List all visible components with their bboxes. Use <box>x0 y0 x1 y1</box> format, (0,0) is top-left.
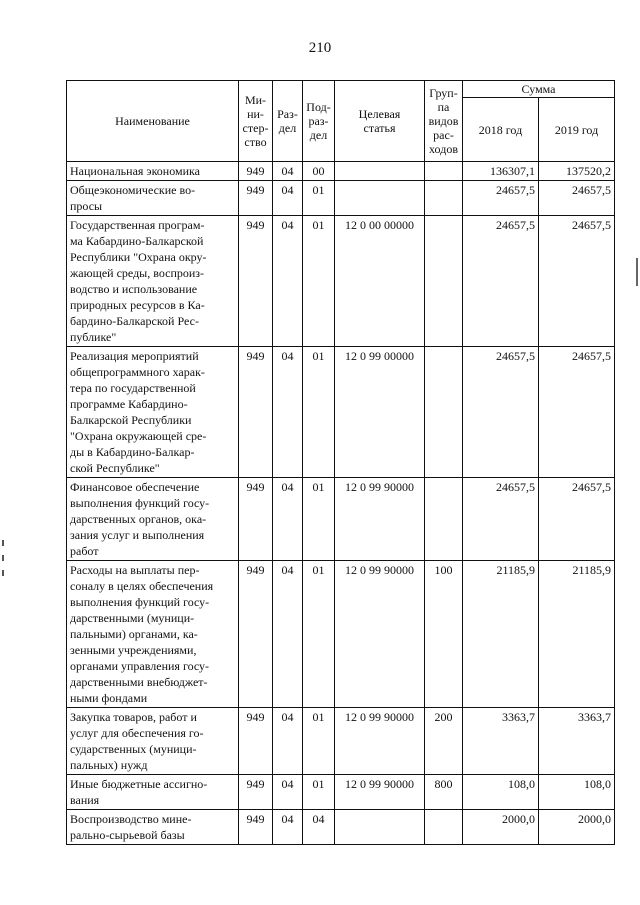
row-name: Государственная програм- ма Кабардино-Балкарской Республики "Охрана окру- жающей среды, воспроиз- водство и использование природных ресурсов в Ка- бардино-Балкарской Рес- публике" <box>67 216 239 347</box>
row-name: Воспроизводство мине- рально-сырьевой базы <box>67 810 239 845</box>
row-sum-2018: 2000,0 <box>463 810 539 845</box>
row-ministry: 949 <box>239 810 273 845</box>
header-year-2019: 2019 год <box>539 98 615 162</box>
row-name: Реализация мероприятий общепрограммного харак- тера по государственной программе Кабардино- Балкарской Республики "Охрана окружающей сре- ды в Кабардино-Балкар- ской Республике" <box>67 347 239 478</box>
table-row <box>67 181 615 216</box>
header-ministry: Ми- ни- стер- ство <box>239 81 273 162</box>
row-expense-group <box>425 810 463 845</box>
margin-mark-right <box>636 258 638 286</box>
row-sum-2018: 24657,5 <box>463 478 539 561</box>
row-section: 04 <box>273 216 303 347</box>
row-sum-2019: 24657,5 <box>539 478 615 561</box>
table-row <box>67 708 615 775</box>
row-name: Общеэкономические во- просы <box>67 181 239 216</box>
row-ministry: 949 <box>239 561 273 708</box>
row-target-article <box>335 162 425 181</box>
row-ministry: 949 <box>239 216 273 347</box>
header-expense-group: Груп- па видов рас- ходов <box>425 81 463 162</box>
table-row <box>67 561 615 708</box>
row-expense-group <box>425 181 463 216</box>
row-expense-group <box>425 216 463 347</box>
row-section: 04 <box>273 478 303 561</box>
header-sum: Сумма <box>463 81 615 98</box>
row-section: 04 <box>273 775 303 810</box>
row-target-article: 12 0 99 00000 <box>335 347 425 478</box>
row-sum-2018: 24657,5 <box>463 347 539 478</box>
row-sum-2018: 3363,7 <box>463 708 539 775</box>
row-section: 04 <box>273 810 303 845</box>
header-year-2018: 2018 год <box>463 98 539 162</box>
row-section: 04 <box>273 708 303 775</box>
row-target-article <box>335 810 425 845</box>
row-sum-2019: 24657,5 <box>539 216 615 347</box>
row-subsection: 01 <box>303 478 335 561</box>
row-ministry: 949 <box>239 181 273 216</box>
row-sum-2019: 2000,0 <box>539 810 615 845</box>
page-number: 210 <box>308 40 332 56</box>
row-target-article: 12 0 00 00000 <box>335 216 425 347</box>
row-subsection: 01 <box>303 561 335 708</box>
table-row <box>67 216 615 347</box>
row-sum-2019: 21185,9 <box>539 561 615 708</box>
row-target-article: 12 0 99 90000 <box>335 561 425 708</box>
row-section: 04 <box>273 181 303 216</box>
row-expense-group <box>425 347 463 478</box>
row-ministry: 949 <box>239 478 273 561</box>
row-name: Расходы на выплаты пер- соналу в целях обеспечения выполнения функций госу- дарственными (муници- пальными) органами, ка- зенными учреждениями, органами управления госу- дарственными внебюджет- ными фондами <box>67 561 239 708</box>
row-ministry: 949 <box>239 347 273 478</box>
row-name: Иные бюджетные ассигно- вания <box>67 775 239 810</box>
row-ministry: 949 <box>239 708 273 775</box>
row-expense-group: 200 <box>425 708 463 775</box>
header-target-article: Целевая статья <box>335 81 425 162</box>
header-subsection: Под- раз- дел <box>303 81 335 162</box>
row-sum-2019: 24657,5 <box>539 181 615 216</box>
row-sum-2019: 24657,5 <box>539 347 615 478</box>
row-sum-2018: 24657,5 <box>463 181 539 216</box>
row-subsection: 01 <box>303 347 335 478</box>
row-sum-2019: 137520,2 <box>539 162 615 181</box>
table-row <box>67 810 615 845</box>
row-expense-group: 800 <box>425 775 463 810</box>
row-subsection: 00 <box>303 162 335 181</box>
table-body <box>67 162 615 845</box>
margin-marks <box>2 540 5 585</box>
budget-table <box>66 80 615 845</box>
row-sum-2019: 3363,7 <box>539 708 615 775</box>
row-sum-2018: 21185,9 <box>463 561 539 708</box>
header-section: Раз- дел <box>273 81 303 162</box>
row-ministry: 949 <box>239 162 273 181</box>
row-name: Национальная экономика <box>67 162 239 181</box>
row-expense-group <box>425 162 463 181</box>
row-sum-2019: 108,0 <box>539 775 615 810</box>
row-sum-2018: 108,0 <box>463 775 539 810</box>
row-ministry: 949 <box>239 775 273 810</box>
row-sum-2018: 24657,5 <box>463 216 539 347</box>
row-name: Финансовое обеспечение выполнения функций госу- дарственных органов, ока- зания услуг и выполнения работ <box>67 478 239 561</box>
row-section: 04 <box>273 347 303 478</box>
row-target-article <box>335 181 425 216</box>
table-row <box>67 775 615 810</box>
row-target-article: 12 0 99 90000 <box>335 775 425 810</box>
row-subsection: 01 <box>303 216 335 347</box>
table-header <box>67 81 615 162</box>
row-expense-group <box>425 478 463 561</box>
row-subsection: 04 <box>303 810 335 845</box>
row-target-article: 12 0 99 90000 <box>335 478 425 561</box>
row-section: 04 <box>273 561 303 708</box>
header-name: Наименование <box>67 81 239 162</box>
row-sum-2018: 136307,1 <box>463 162 539 181</box>
row-subsection: 01 <box>303 181 335 216</box>
table-row <box>67 347 615 478</box>
row-target-article: 12 0 99 90000 <box>335 708 425 775</box>
row-subsection: 01 <box>303 708 335 775</box>
table-row <box>67 478 615 561</box>
row-subsection: 01 <box>303 775 335 810</box>
table-row <box>67 162 615 181</box>
row-section: 04 <box>273 162 303 181</box>
row-name: Закупка товаров, работ и услуг для обеспечения го- сударственных (муници- пальных) нужд <box>67 708 239 775</box>
row-expense-group: 100 <box>425 561 463 708</box>
